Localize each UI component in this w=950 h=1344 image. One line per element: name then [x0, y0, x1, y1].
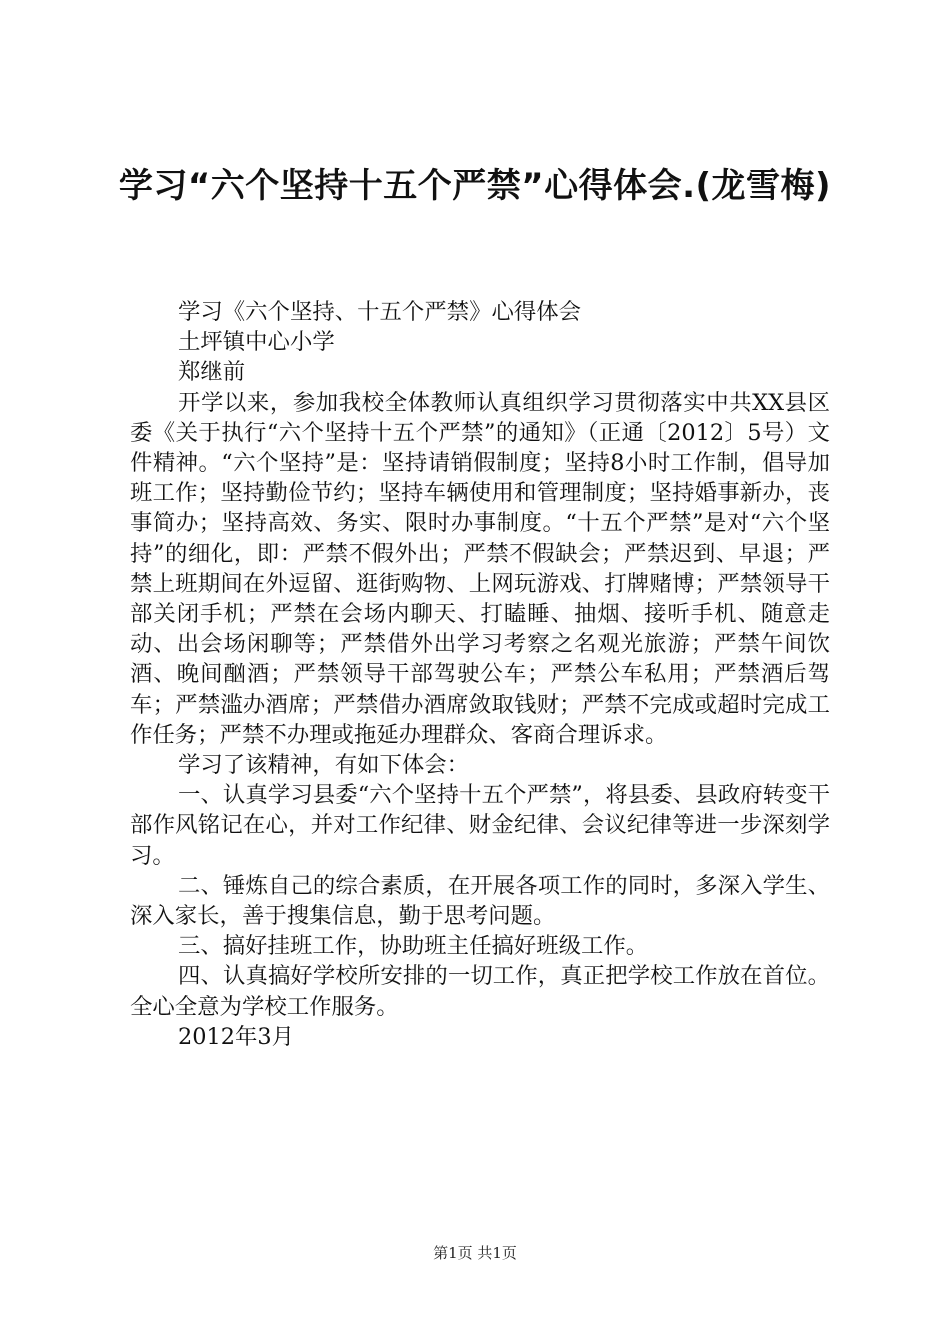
paragraph-lead: 学习了该精神，有如下体会： [178, 752, 470, 779]
organization-line: 土坪镇中心小学 [178, 329, 335, 356]
paragraph-point-2: 二、锤炼自己的综合素质，在开展各项工作的同时，多深入学生、深入家长，善于搜集信息，勤于思考问题。 [130, 872, 830, 930]
document-subtitle: 学习《六个坚持、十五个严禁》心得体会 [178, 299, 582, 325]
paragraph-point-3: 三、搞好挂班工作，协助班主任搞好班级工作。 [178, 933, 649, 960]
document-title: 学习“六个坚持十五个严禁”心得体会.(龙雪梅) [118, 166, 832, 206]
paragraph-point-1: 一、认真学习县委“六个坚持十五个严禁”，将县委、县政府转变干部作风铭记在心，并对工作纪律、财金纪律、会议纪律等进一步深刻学习。 [130, 782, 830, 869]
paragraph-point-4: 四、认真搞好学校所安排的一切工作，真正把学校工作放在首位。全心全意为学校工作服务。 [130, 963, 830, 1020]
author-line: 郑继前 [178, 359, 246, 386]
page-footer: 第1页 共1页 [433, 1244, 517, 1262]
paragraph-intro: 开学以来，参加我校全体教师认真组织学习贯彻落实中共XX县区委《关于执行“六个坚持十五个严禁”的通知》（正通〔2012〕5号）文件精神。“六个坚持”是：坚持请销假制度；坚持8小时工作制，倡导加班工作；坚持勤俭节约；坚持车辆使用和管理制度；坚持婚事新办，丧事简办；坚持高效、务实、限时办事制度。“十五个严禁”是对“六个坚持”的细化，即：严禁不假外出；严禁不假缺会；严禁迟到、早退；严禁上班期间在外逗留、逛街购物、上网玩游戏、打牌赌博；严禁领导干部关闭手机；严禁在会场内聊天、打瞌睡、抽烟、接听手机、随意走动、出会场闲聊等；严禁借外出学习考察之名观光旅游；严禁午间饮酒、晚间酗酒；严禁领导干部驾驶公车；严禁公车私用；严禁酒后驾车；严禁滥办酒席；严禁借办酒席敛取钱财；严禁不完成或超时完成工作任务；严禁不办理或拖延办理群众、客商合理诉求。 [130, 389, 830, 748]
document-body [130, 297, 830, 1052]
document-date: 2012年3月 [178, 1023, 295, 1050]
